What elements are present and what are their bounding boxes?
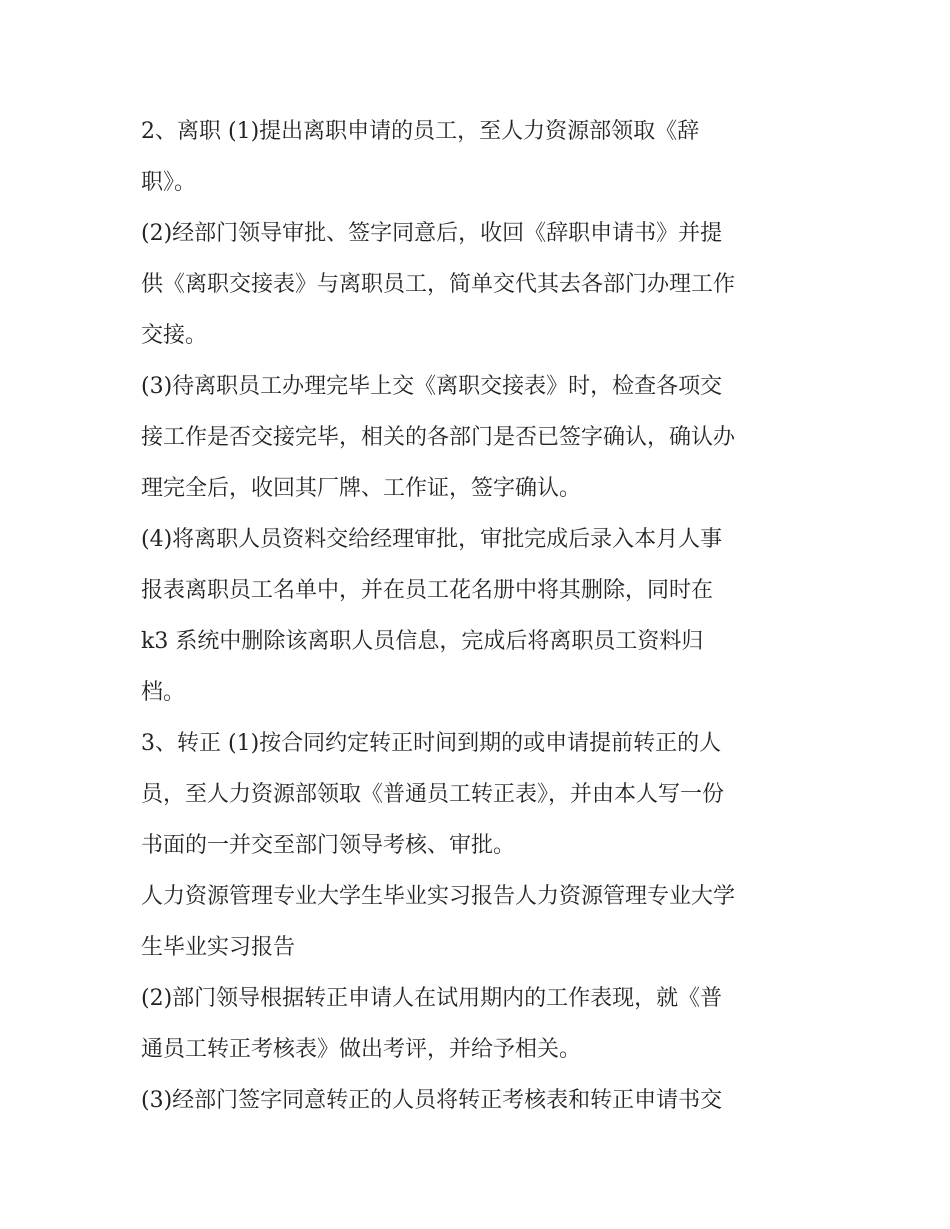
text-line: 2、离职 (1)提出离职申请的员工，至人力资源部领取《辞 [141, 119, 700, 144]
text-line: (2)部门领导根据转正申请人在试用期内的工作表现，就《普 [141, 986, 723, 1011]
text-line: (3)经部门签字同意转正的人员将转正考核表和转正申请书交 [141, 1088, 723, 1113]
text-line: 员，至人力资源部领取《普通员工转正表》，并由本人写一份 [141, 782, 725, 807]
text-line: 报表离职员工名单中，并在员工花名册中将其删除，同时在 [141, 578, 714, 603]
text-line: 供《离职交接表》与离职员工，简单交代其去各部门办理工作 [141, 272, 736, 297]
document-body [141, 106, 821, 1126]
text-line: 交接。 [141, 323, 208, 348]
text-line: 3、转正 (1)按合同约定转正时间到期的或申请提前转正的人 [141, 731, 722, 756]
text-line: 人力资源管理专业大学生毕业实习报告人力资源管理专业大学 [141, 884, 736, 909]
text-line: 通员工转正考核表》做出考评，并给予相关。 [141, 1037, 582, 1062]
text-line: (4)将离职人员资料交给经理审批，审批完成后录入本月人事 [141, 527, 723, 552]
text-line: 理完全后，收回其厂牌、工作证，签字确认。 [141, 476, 582, 501]
text-line: 生毕业实习报告 [141, 935, 296, 960]
text-line: 接工作是否交接完毕，相关的各部门是否已签字确认，确认办 [141, 425, 736, 450]
text-line: (2)经部门领导审批、签字同意后，收回《辞职申请书》并提 [141, 221, 723, 246]
text-line: (3)待离职员工办理完毕上交《离职交接表》时，检查各项交 [141, 374, 723, 399]
text-line: 职》。 [141, 170, 197, 195]
text-line: k3 系统中删除该离职人员信息，完成后将离职员工资料归 [141, 629, 704, 654]
text-line: 档。 [141, 680, 186, 705]
text-line: 书面的一并交至部门领导考核、审批。 [141, 833, 516, 858]
